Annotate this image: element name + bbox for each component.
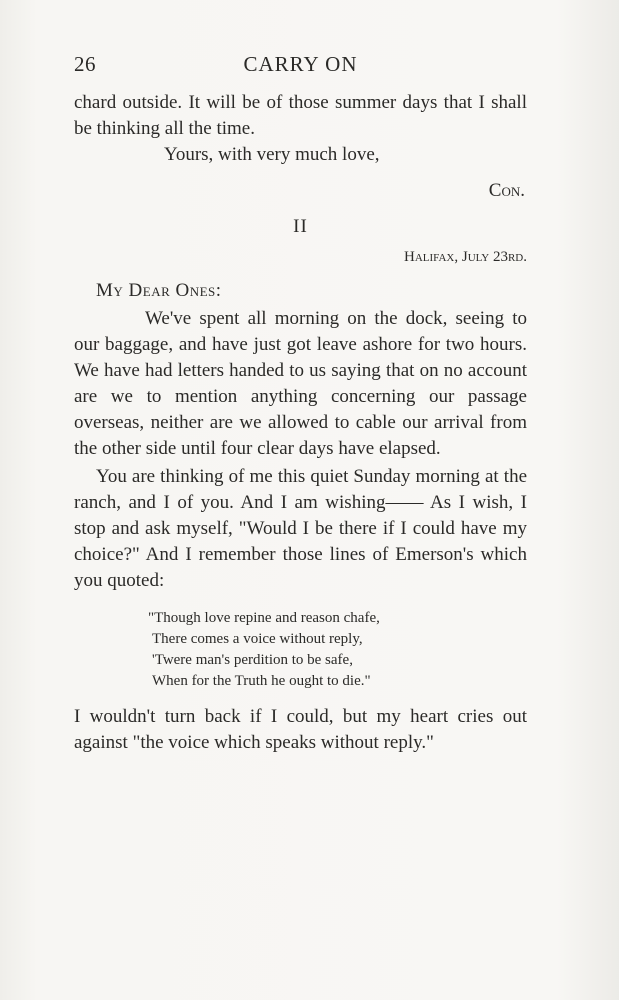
letter-closing: Yours, with very much love, [164,144,380,165]
running-head: CARRY ON [243,52,358,76]
poem-line-3: 'Twere man's perdition to be safe, [152,652,353,668]
body-paragraph-3: I wouldn't turn back if I could, but my heart cries out against "the voice which speaks without reply." [74,706,527,753]
opening-paragraph: chard outside. It will be of those summer days that I shall be thinking all the time. [74,92,527,139]
poem-line-1: "Though love repine and reason chafe, [148,610,380,626]
poem-line-2: There comes a voice without reply, [152,631,363,647]
page-content [74,90,527,756]
body-paragraph-2: You are thinking of me this quiet Sunday morning at the ranch, and I of you. And I am wishing—— As I wish, I stop and ask myself, "Would I be there if I could have my choice?" And I remember those lines of Emerson's which you quoted: [74,466,527,591]
poem-line-4: When for the Truth he ought to die." [152,673,371,689]
dateline: Halifax, July 23rd. [404,249,527,265]
page-header [74,50,527,80]
salutation: My Dear Ones: [96,280,222,301]
body-paragraph-1: We've spent all morning on the dock, seeing to our baggage, and have just got leave ashore for two hours. We have had letters handed to us saying that on no account are we to mention anything concerning our passage overseas, neither are we allowed to cable our arrival from the other side until four clear days have elapsed. [74,308,527,459]
section-number: II [293,216,308,237]
poem-quote [74,608,527,692]
page-number: 26 [74,52,96,76]
letter-signature: Con. [488,180,525,201]
